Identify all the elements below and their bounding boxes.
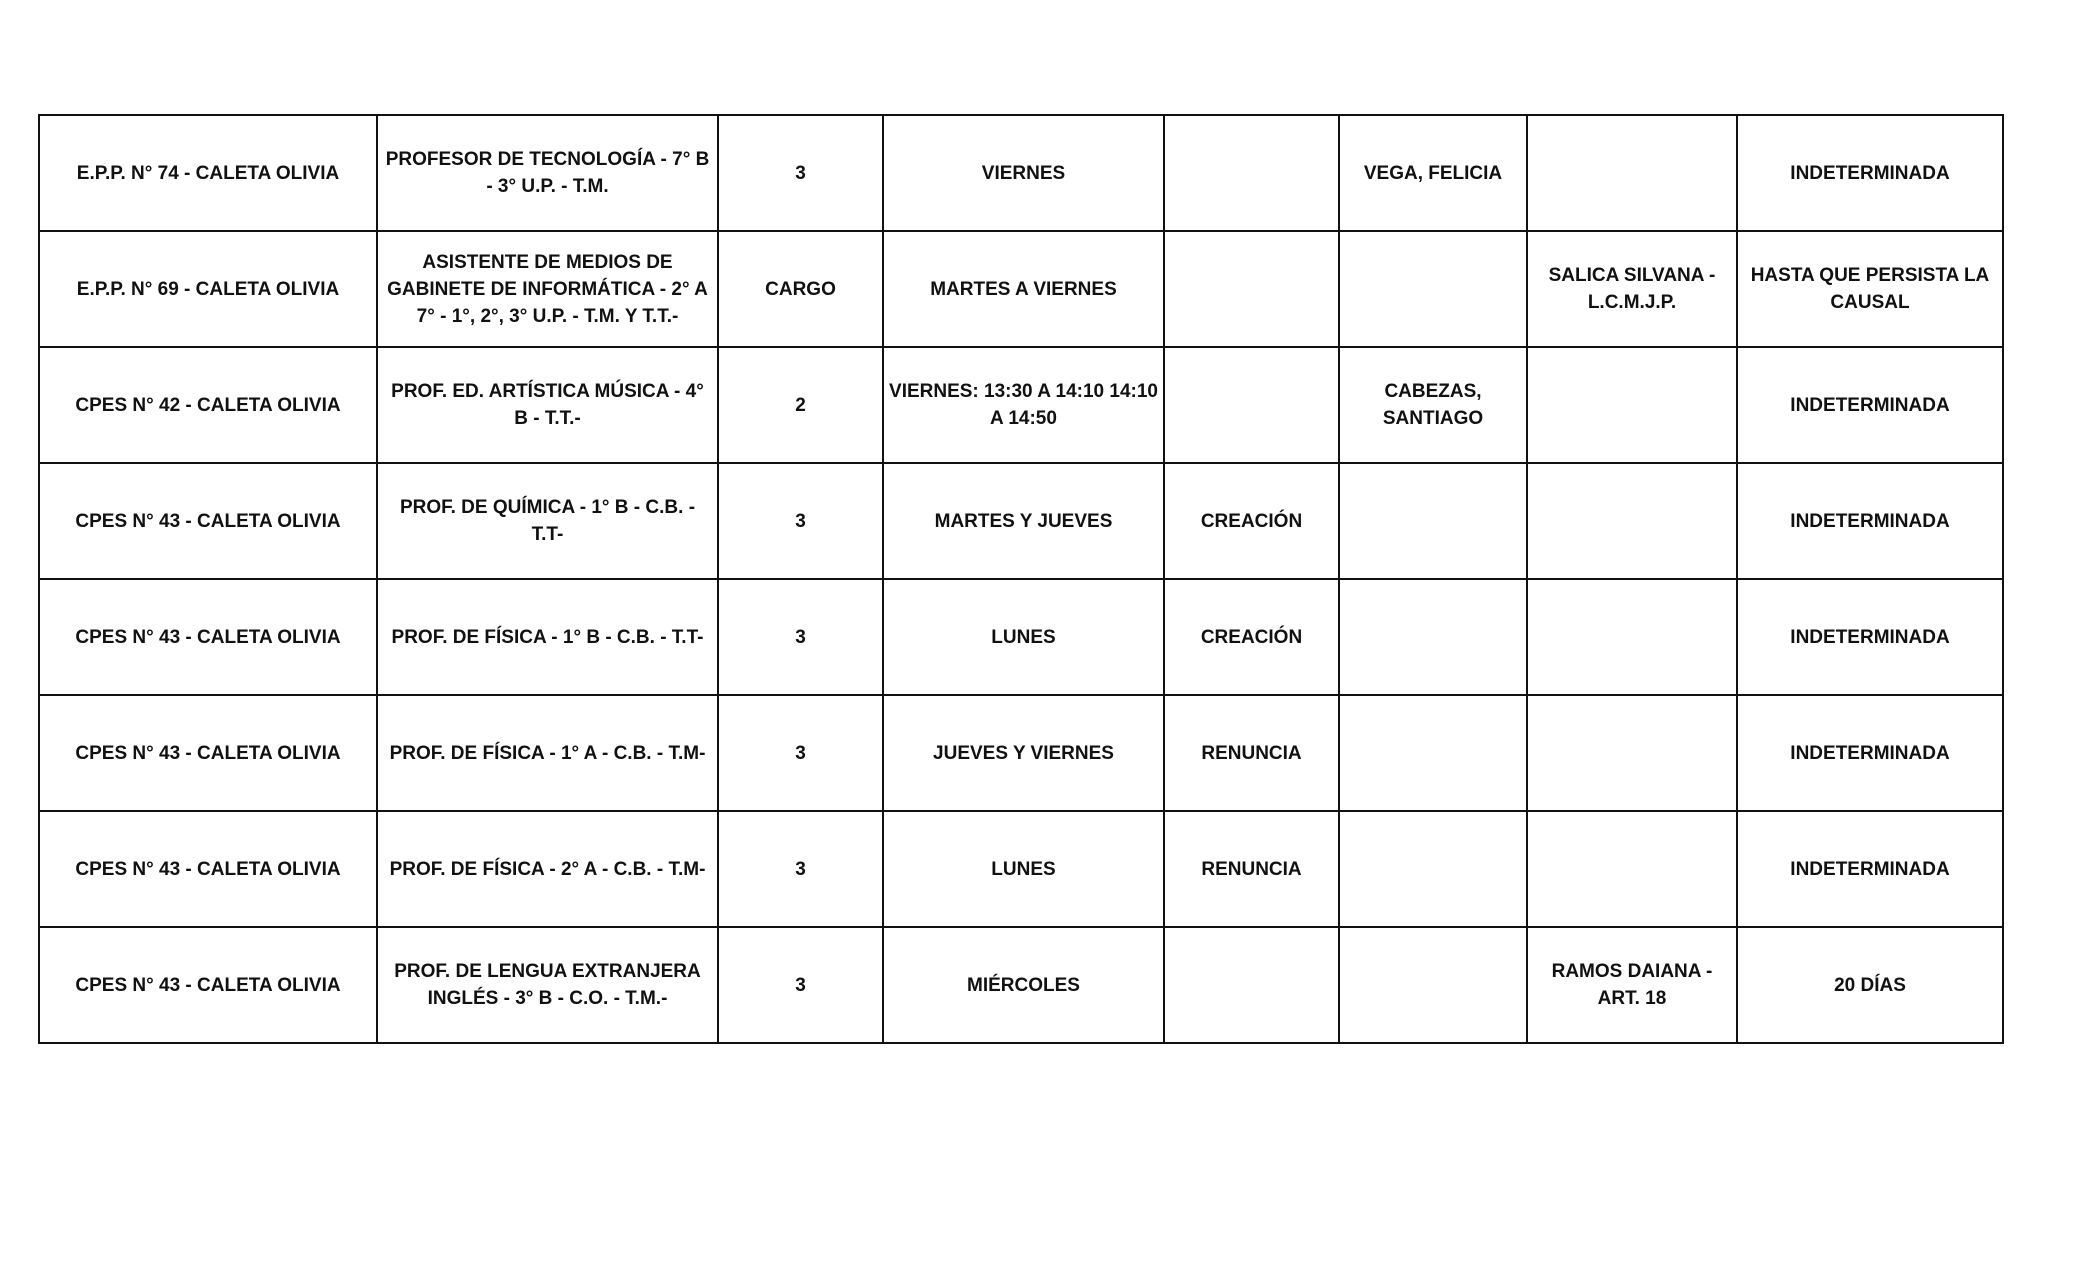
previous-holder-cell [1339,927,1527,1043]
previous-holder-cell [1339,463,1527,579]
duration-cell: INDETERMINADA [1737,579,2003,695]
school-cell: E.P.P. N° 69 - CALETA OLIVIA [39,231,377,347]
replaces-cell [1527,579,1737,695]
table-row [39,463,2003,579]
duration-cell: INDETERMINADA [1737,347,2003,463]
reason-cell [1164,347,1339,463]
school-cell: E.P.P. N° 74 - CALETA OLIVIA [39,115,377,231]
replaces-cell [1527,463,1737,579]
duration-cell: INDETERMINADA [1737,115,2003,231]
previous-holder-cell: VEGA, FELICIA [1339,115,1527,231]
position-cell: PROF. DE FÍSICA - 1° B - C.B. - T.T- [377,579,718,695]
hours-cell: 3 [718,463,883,579]
hours-cell: 3 [718,579,883,695]
replaces-cell [1527,347,1737,463]
position-cell: PROF. DE LENGUA EXTRANJERA INGLÉS - 3° B - C.O. - T.M.- [377,927,718,1043]
hours-cell: 3 [718,811,883,927]
position-cell: PROF. DE FÍSICA - 1° A - C.B. - T.M- [377,695,718,811]
hours-cell: 3 [718,115,883,231]
reason-cell [1164,115,1339,231]
hours-cell: 3 [718,695,883,811]
duration-cell: INDETERMINADA [1737,695,2003,811]
table-row [39,811,2003,927]
position-cell: ASISTENTE DE MEDIOS DE GABINETE DE INFORMÁTICA - 2° A 7° - 1°, 2°, 3° U.P. - T.M. Y T.T.- [377,231,718,347]
schedule-cell: LUNES [883,811,1164,927]
replaces-cell [1527,811,1737,927]
duration-cell: INDETERMINADA [1737,463,2003,579]
reason-cell [1164,927,1339,1043]
schedule-cell: VIERNES: 13:30 A 14:10 14:10 A 14:50 [883,347,1164,463]
schedule-cell: MARTES Y JUEVES [883,463,1164,579]
replaces-cell [1527,695,1737,811]
replaces-cell: SALICA SILVANA - L.C.M.J.P. [1527,231,1737,347]
reason-cell: RENUNCIA [1164,695,1339,811]
table-row [39,927,2003,1043]
reason-cell: CREACIÓN [1164,463,1339,579]
replaces-cell: RAMOS DAIANA - ART. 18 [1527,927,1737,1043]
reason-cell [1164,231,1339,347]
vacancies-table [38,114,2004,1044]
previous-holder-cell [1339,695,1527,811]
school-cell: CPES N° 43 - CALETA OLIVIA [39,695,377,811]
previous-holder-cell [1339,579,1527,695]
school-cell: CPES N° 43 - CALETA OLIVIA [39,927,377,1043]
replaces-cell [1527,115,1737,231]
position-cell: PROF. DE FÍSICA - 2° A - C.B. - T.M- [377,811,718,927]
previous-holder-cell: CABEZAS, SANTIAGO [1339,347,1527,463]
previous-holder-cell [1339,811,1527,927]
school-cell: CPES N° 42 - CALETA OLIVIA [39,347,377,463]
duration-cell: 20 DÍAS [1737,927,2003,1043]
schedule-cell: JUEVES Y VIERNES [883,695,1164,811]
position-cell: PROF. ED. ARTÍSTICA MÚSICA - 4° B - T.T.- [377,347,718,463]
schedule-cell: MIÉRCOLES [883,927,1164,1043]
document-sheet [38,114,2004,1044]
schedule-cell: LUNES [883,579,1164,695]
reason-cell: RENUNCIA [1164,811,1339,927]
schedule-cell: MARTES A VIERNES [883,231,1164,347]
duration-cell: INDETERMINADA [1737,811,2003,927]
position-cell: PROF. DE QUÍMICA - 1° B - C.B. - T.T- [377,463,718,579]
duration-cell: HASTA QUE PERSISTA LA CAUSAL [1737,231,2003,347]
hours-cell: CARGO [718,231,883,347]
hours-cell: 2 [718,347,883,463]
table-row [39,231,2003,347]
schedule-cell: VIERNES [883,115,1164,231]
reason-cell: CREACIÓN [1164,579,1339,695]
table-row [39,579,2003,695]
hours-cell: 3 [718,927,883,1043]
table-row [39,115,2003,231]
position-cell: PROFESOR DE TECNOLOGÍA - 7° B - 3° U.P. - T.M. [377,115,718,231]
school-cell: CPES N° 43 - CALETA OLIVIA [39,811,377,927]
table-row [39,347,2003,463]
table-row [39,695,2003,811]
school-cell: CPES N° 43 - CALETA OLIVIA [39,463,377,579]
school-cell: CPES N° 43 - CALETA OLIVIA [39,579,377,695]
previous-holder-cell [1339,231,1527,347]
